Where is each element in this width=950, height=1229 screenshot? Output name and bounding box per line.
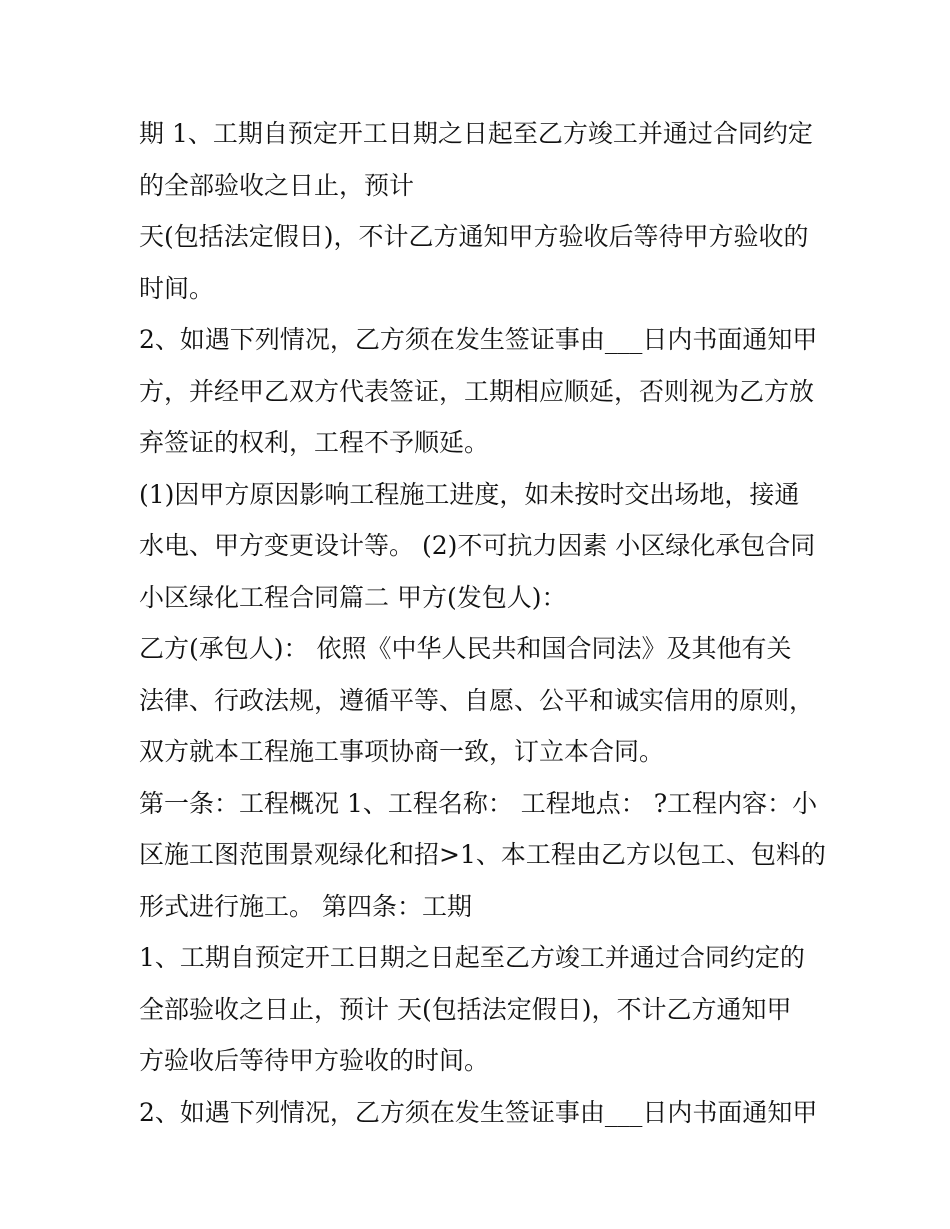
text-line: 法律、行政法规，遵循平等、自愿、公平和诚实信用的原则， xyxy=(139,685,815,715)
text-line: 天(包括法定假日)，不计乙方通知甲方验收后等待甲方验收的 xyxy=(139,222,809,251)
text-line: 时间。 xyxy=(139,273,215,303)
text-line: 期 1、工期自预定开工日期之日起至乙方竣工并通过合同约定 xyxy=(139,119,813,148)
text-line: 第一条：工程概况 1、工程名称： 工程地点： ?工程内容：小 xyxy=(139,788,818,818)
text-line: 双方就本工程施工事项协商一致，订立本合同。 xyxy=(139,737,665,766)
text-line: 全部验收之日止，预计 天(包括法定假日)，不计乙方通知甲 xyxy=(139,994,792,1024)
text-line: 弃签证的权利，工程不予顺延。 xyxy=(139,428,490,457)
text-line: 方验收后等待甲方验收的时间。 xyxy=(139,1046,490,1075)
text-line: 区施工图范围景观绿化和招>1、本工程由乙方以包工、包料的 xyxy=(139,840,826,869)
text-line: 乙方(承包人)： 依照《中华人民共和国合同法》及其他有关 xyxy=(139,634,792,663)
text-line: 1、工期自预定开工日期之日起至乙方竣工并通过合同约定的 xyxy=(139,943,805,972)
text-line: (1)因甲方原因影响工程施工进度，如未按时交出场地，接通 xyxy=(139,479,800,509)
text-line: 形式进行施工。 第四条：工期 xyxy=(139,891,472,921)
text-line: 小区绿化工程合同篇二 甲方(发包人)： xyxy=(139,582,567,612)
text-line: 方，并经甲乙双方代表签证，工期相应顺延，否则视为乙方放 xyxy=(139,376,815,406)
text-line: 的全部验收之日止，预计 xyxy=(139,170,415,200)
document-body xyxy=(139,108,829,1138)
text-line: 水电、甲方变更设计等。 (2)不可抗力因素 小区绿化承包合同 xyxy=(139,531,816,560)
text-line: 2、如遇下列情况，乙方须在发生签证事由___日内书面通知甲 xyxy=(139,325,818,354)
text-line: 2、如遇下列情况，乙方须在发生签证事由___日内书面通知甲 xyxy=(139,1097,818,1127)
